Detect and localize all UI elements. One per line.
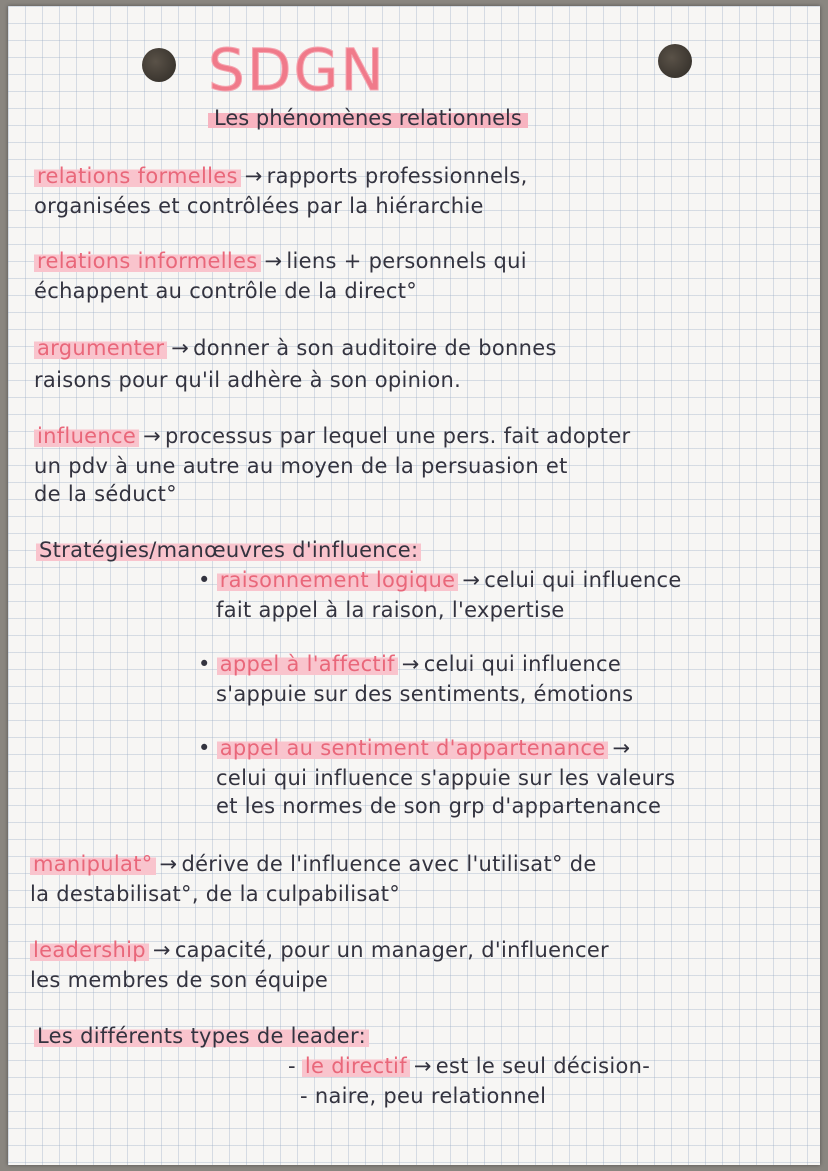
definition-text: processus par lequel une pers. fait adopter <box>164 424 631 448</box>
arrow-icon: → <box>264 249 283 273</box>
definition-text: rapports professionnels, <box>266 164 528 188</box>
heading-text: Stratégies/manœuvres d'influence: <box>36 538 421 562</box>
definition-text: s'appuie sur des sentiments, émotions <box>216 682 634 706</box>
definition-text: et les normes de son grp d'appartenance <box>216 794 662 818</box>
definition-text: fait appel à la raison, l'expertise <box>216 598 565 622</box>
arrow-icon: → <box>413 1054 432 1078</box>
definition-text: celui qui influence <box>423 652 622 676</box>
term: argumenter <box>34 336 167 360</box>
term: raisonnement logique <box>217 568 459 592</box>
strategy-item <box>198 568 682 592</box>
bullet-icon: • <box>198 736 211 760</box>
definition-text: raisons pour qu'il adhère à son opinion. <box>34 368 462 392</box>
arrow-icon: → <box>152 938 171 962</box>
def-argumenter <box>34 336 557 360</box>
definition-text: - naire, peu relationnel <box>300 1084 547 1108</box>
leader-types-heading <box>34 1024 369 1048</box>
def-relations-informelles <box>34 249 527 273</box>
def-influence <box>34 424 630 448</box>
term: leadership <box>30 938 149 962</box>
strategy-item <box>198 652 621 676</box>
def-manipulation <box>30 852 597 876</box>
strategies-heading <box>36 538 421 562</box>
arrow-icon: → <box>159 852 178 876</box>
arrow-icon: → <box>612 736 631 760</box>
definition-text: celui qui influence <box>484 568 682 592</box>
dash-marker: - <box>288 1054 296 1078</box>
arrow-icon: → <box>244 164 263 188</box>
leader-type-item <box>288 1054 650 1078</box>
term: appel au sentiment d'appartenance <box>217 736 609 760</box>
def-leadership <box>30 938 609 962</box>
page-title: SDGN <box>208 36 386 104</box>
definition-text: les membres de son équipe <box>30 968 329 992</box>
term: relations formelles <box>34 164 241 188</box>
page-subtitle: Les phénomènes relationnels <box>208 106 528 130</box>
definition-text: donner à son auditoire de bonnes <box>193 336 557 360</box>
definition-text: de la séduct° <box>34 482 177 506</box>
strategy-item <box>198 736 634 760</box>
term: le directif <box>302 1054 410 1078</box>
definition-text: liens + personnels qui <box>286 249 527 273</box>
bullet-icon: • <box>198 568 211 592</box>
definition-text: capacité, pour un manager, d'influencer <box>174 938 609 962</box>
arrow-icon: → <box>462 568 481 592</box>
bullet-icon: • <box>198 652 211 676</box>
arrow-icon: → <box>171 336 190 360</box>
term: appel à l'affectif <box>217 652 398 676</box>
term: manipulat° <box>30 852 156 876</box>
definition-text: un pdv à une autre au moyen de la persuasion et <box>34 454 568 478</box>
arrow-icon: → <box>143 424 161 448</box>
definition-text: échappent au contrôle de la direct° <box>34 279 418 303</box>
binder-hole-left <box>142 48 176 82</box>
binder-hole-right <box>658 44 692 78</box>
definition-text: dérive de l'influence avec l'utilisat° de <box>181 852 597 876</box>
heading-text: Les différents types de leader: <box>34 1024 369 1048</box>
definition-text: celui qui influence s'appuie sur les valeurs <box>216 766 676 790</box>
definition-text: la destabilisat°, de la culpabilisat° <box>30 882 401 906</box>
term: influence <box>34 424 139 448</box>
def-relations-formelles <box>34 164 528 188</box>
definition-text: organisées et contrôlées par la hiérarchie <box>34 194 484 218</box>
definition-text: est le seul décision- <box>435 1054 651 1078</box>
arrow-icon: → <box>401 652 420 676</box>
term: relations informelles <box>34 249 261 273</box>
notebook-page <box>8 6 820 1165</box>
